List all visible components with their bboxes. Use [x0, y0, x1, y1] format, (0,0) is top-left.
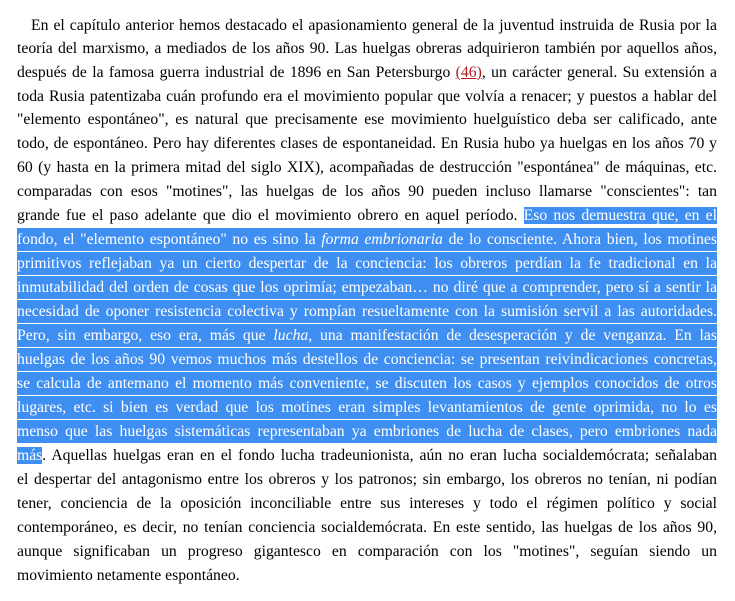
text-line: En el capítulo anterior hemos destacado el apasionamiento general de la juventud instruida de Rusia por la [31, 17, 717, 34]
selected-line: necesidad de oponer resistencia colectiva y rompían resueltamente con la sumisión servil a las autoridades. [17, 300, 717, 323]
text-line: el despertar del antagonismo entre los obreros y los patronos; sin embargo, los obreros no tenían, ni podían [17, 471, 717, 488]
text-line [17, 204, 717, 227]
text-segment: . Aquellas huelgas eran en el fondo lucha tradeunionista, aún no eran lucha socialdemócrata; señalaban [42, 447, 717, 464]
text-line: todo, de espontáneo. Pero hay diferentes clases de espontaneidad. En Rusia hubo ya huelgas en los años 70 y [17, 135, 717, 152]
selected-line: menso que las huelgas sistemáticas representaban ya embriones de lucha de clases, pero embriones nada [17, 420, 717, 443]
text-segment: , una manifestación de desesperación y de venganza. En las [308, 327, 717, 344]
text-line: tener, conciencia de la oposición inconciliable entre sus intereses y todo el régimen político y social [17, 495, 717, 512]
text-line: teoría del marxismo, a mediados de los años 90. Las huelgas obreras adquirieron también por aquellos años, [17, 40, 717, 57]
text-line: 60 (y hasta en la primera mitad del siglo XIX), acompañadas de destrucción "espontánea" de máquinas, etc. [17, 159, 717, 176]
text-line [17, 444, 717, 467]
selected-line [17, 228, 717, 251]
text-segment: fondo, el "elemento espontáneo" no es sino la [17, 231, 322, 248]
selected-line: inmutabilidad del orden de cosas que los oprimía; empezaban… no diré que a comprender, pero sí a sentir la [17, 276, 717, 299]
text-line: movimiento netamente espontáneo. [17, 567, 240, 584]
text-segment: , un carácter general. Su extensión a [481, 64, 717, 81]
selected-line: primitivos reflejaban ya un cierto despertar de la conciencia: los obreros perdían la fe tradicional en la [17, 252, 717, 275]
selected-text: Eso nos demuestra que, en el [523, 207, 717, 224]
selected-text: más [17, 447, 43, 464]
selected-line: se calcula de antemano el momento más conveniente, se discuten los casos y ejemplos conocidos de otros [17, 372, 717, 395]
footnote-link[interactable]: (46) [455, 64, 482, 81]
text-segment: después de la famosa guerra industrial de 1896 en San Petersburgo [17, 64, 456, 81]
text-line: contemporáneo, es decir, no tenían conciencia socialdemócrata. En este sentido, las huelgas de los años 90, [17, 519, 717, 536]
selected-line: huelgas de los años 90 vemos muchos más destellos de conciencia: se presentan reivindicaciones concretas, [17, 348, 717, 371]
text-line: "elemento espontáneo", es natural que precisamente ese movimiento huelguístico deba ser calificado, ante [17, 111, 717, 128]
text-line: aunque significaban un progreso gigantesco en comparación con los "motines", seguían siendo un [17, 543, 717, 560]
emphasis-text: lucha [273, 327, 309, 344]
selected-line [17, 324, 717, 347]
text-line: toda Rusia patentizaba cuán profundo era el movimiento popular que volvía a renacer; y puestos a hablar del [17, 88, 717, 105]
emphasis-text: forma embrionaria [321, 231, 443, 248]
selected-line: lugares, etc. si bien es verdad que los motines eran simples levantamientos de gente oprimida, no lo es [17, 396, 717, 419]
text-line [17, 61, 717, 84]
text-segment: grande fue el paso adelante que dio el movimiento obrero en aquel período. [17, 207, 524, 224]
text-segment: de lo consciente. Ahora bien, los motines [442, 231, 717, 248]
text-segment: Pero, sin embargo, eso era, más que [17, 327, 274, 344]
text-line: comparadas con esos "motines", las huelgas de los años 90 pueden incluso llamarse "conscientes": tan [17, 183, 717, 200]
